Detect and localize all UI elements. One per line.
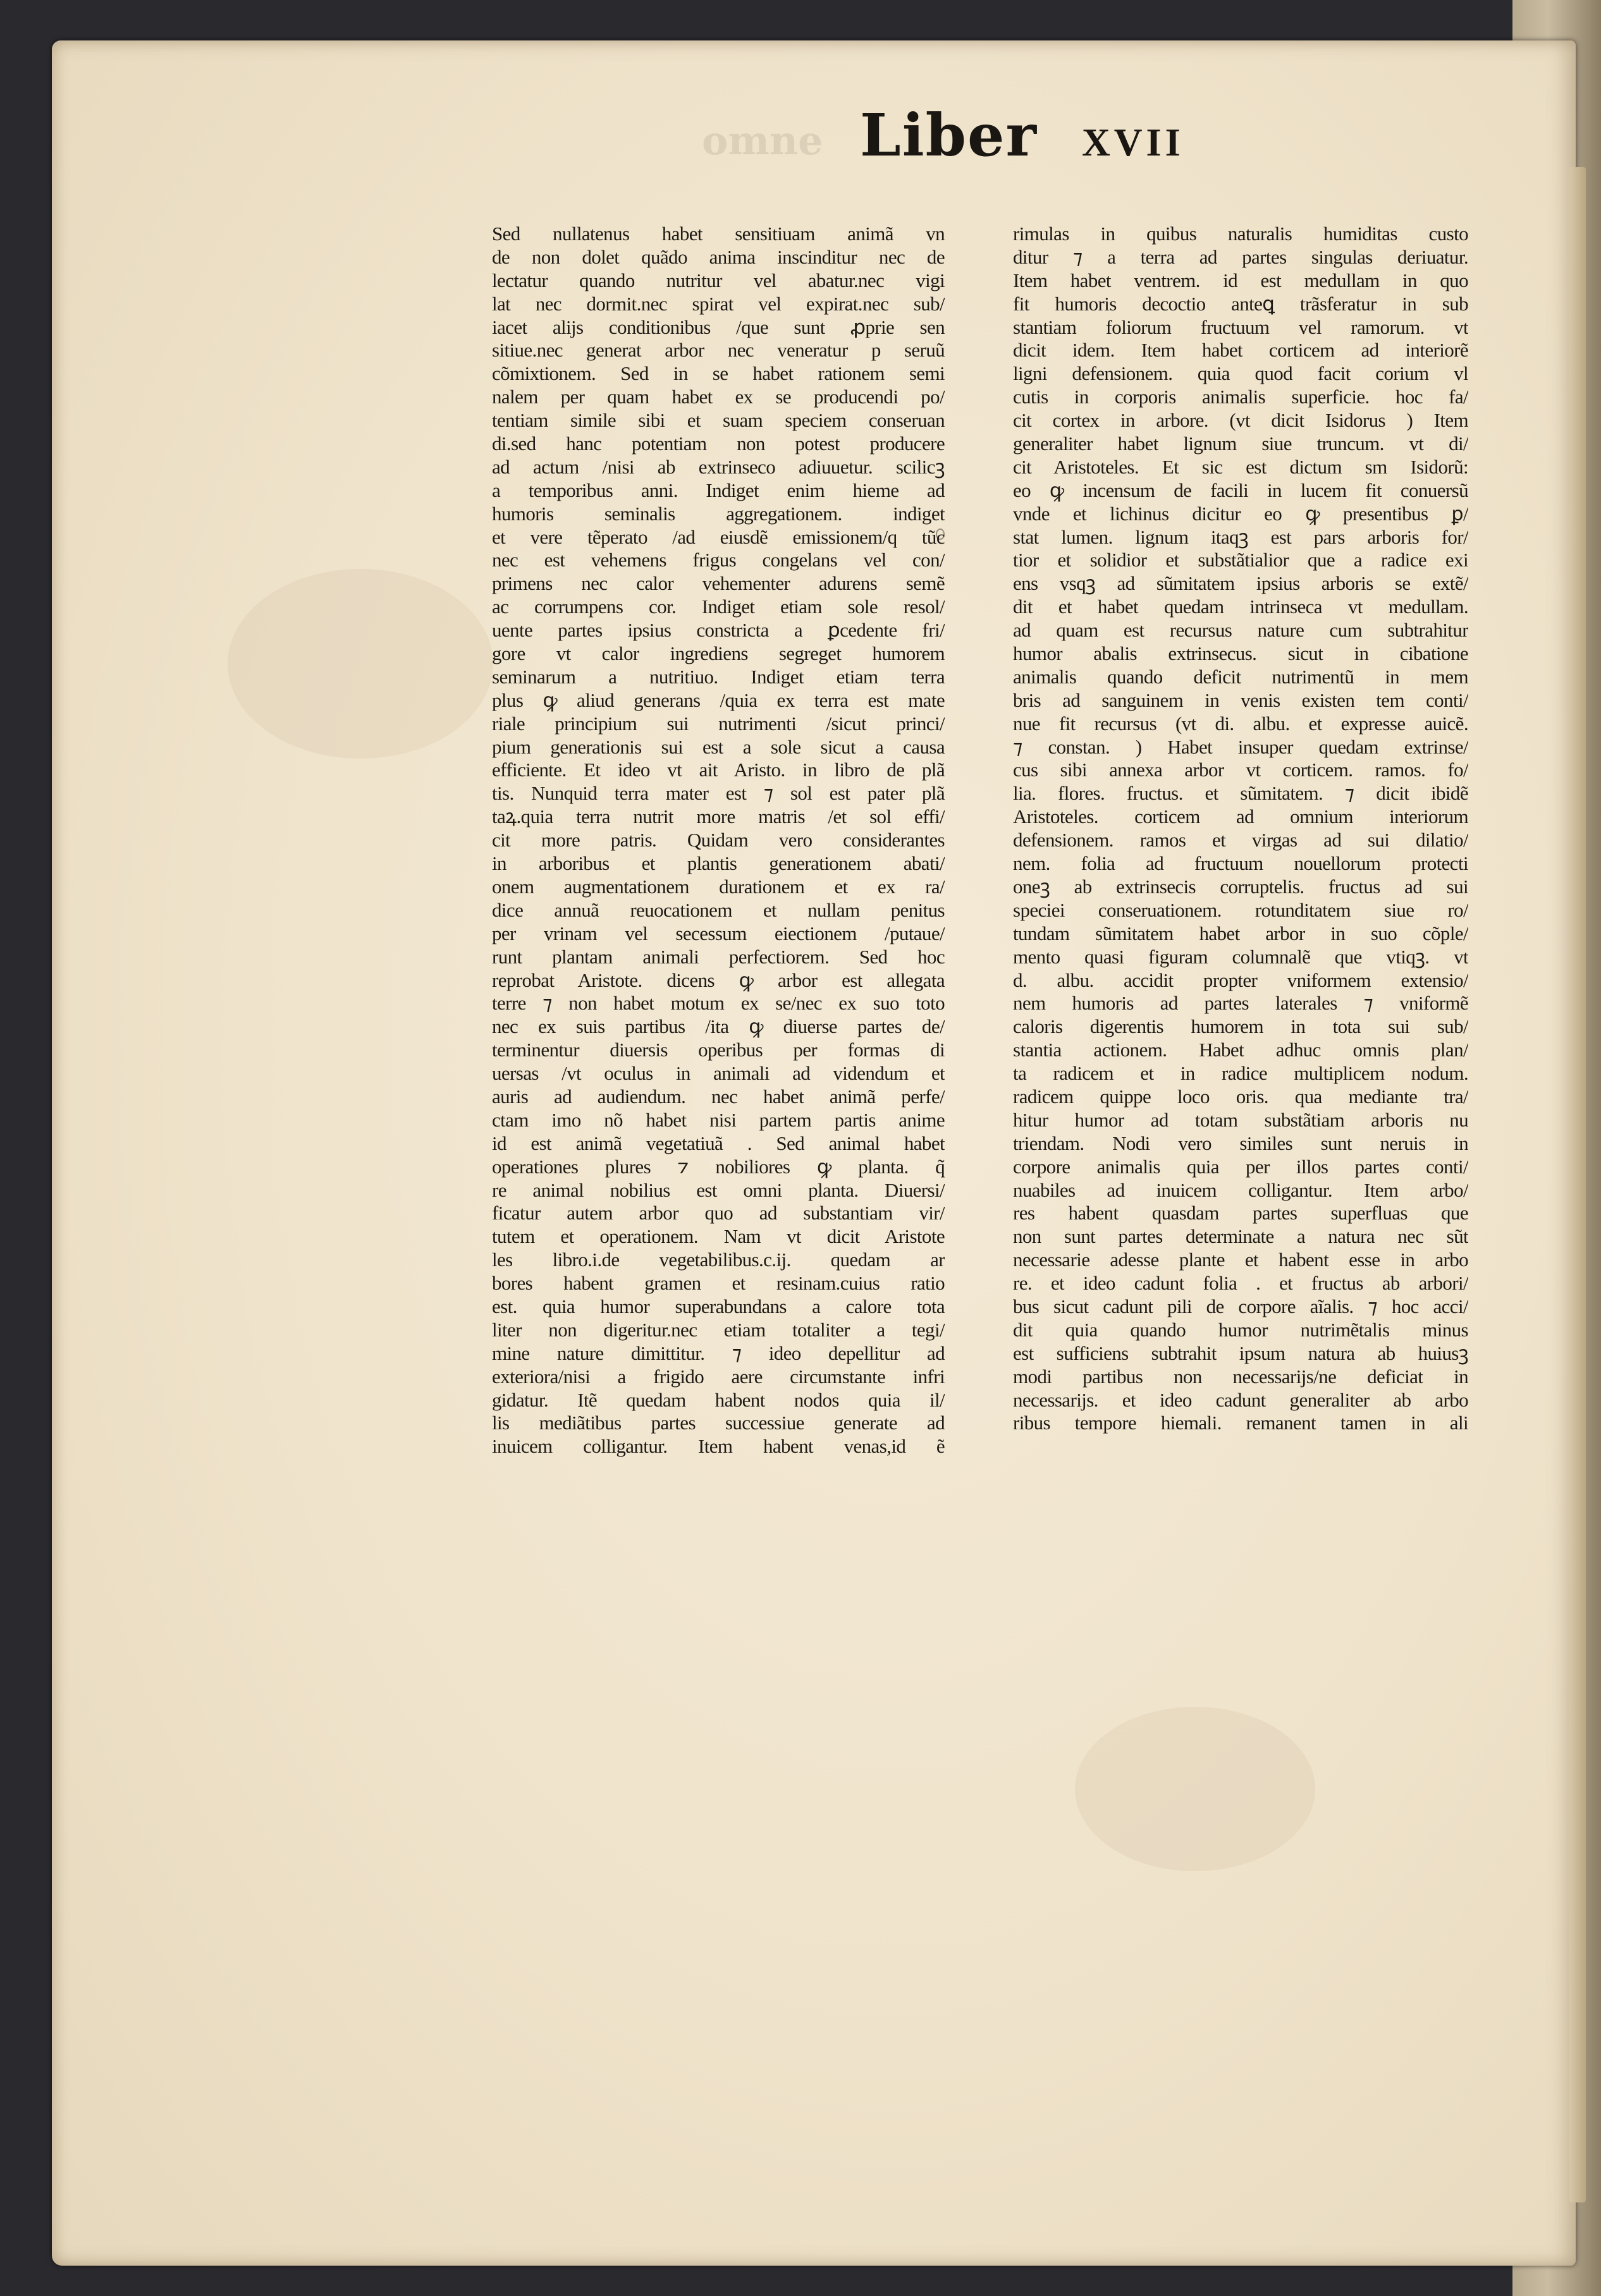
- text-line: cõmixtionem. Sed in se habet rationem semi: [492, 362, 945, 385]
- paper-stain: [1075, 1707, 1315, 1871]
- text-line: necessarijs. et ideo cadunt generaliter ab arbo: [1013, 1388, 1468, 1411]
- text-line: tis. Nunquid terra mater est ⁊ sol est pater plã: [492, 782, 945, 805]
- text-line: re. et ideo cadunt folia . et fructus ab arbori/: [1013, 1272, 1468, 1295]
- text-line: uersas /vt oculus in animali ad videndum et: [492, 1062, 945, 1085]
- text-line: non sunt partes determinate a natura nec sũt: [1013, 1225, 1468, 1248]
- text-line: tundam sũmitatem habet arbor in suo cõple/: [1013, 922, 1468, 944]
- text-line: auris ad audiendum. nec habet animã perfe/: [492, 1085, 945, 1108]
- text-line: humor abalis extrinsecus. sicut in cibatione: [1013, 642, 1468, 665]
- text-line: caloris digerentis humorem in tota sui sub/: [1013, 1015, 1468, 1038]
- page-fore-edge: [1569, 167, 1586, 2202]
- text-line: nem. folia ad fructuum nouellorum protecti: [1013, 852, 1468, 875]
- text-line: ta radicem et in radice multiplicem nodum.: [1013, 1062, 1468, 1085]
- text-line: et vere tẽperato /ad eiusdẽ emissionem/q tũc: [492, 525, 945, 548]
- text-line: nec est vehemens frigus congelans vel con/: [492, 549, 945, 571]
- text-line: rimulas in quibus naturalis humiditas custo: [1013, 223, 1468, 245]
- text-line: nem humoris ad partes laterales ⁊ vniformẽ: [1013, 992, 1468, 1015]
- text-line: dit et habet quedam intrinseca vt medullam.: [1013, 595, 1468, 618]
- header-book-label: Liber: [860, 101, 1038, 169]
- text-line: tior et solidior et substãtialior que a radice exi: [1013, 549, 1468, 571]
- text-line: reprobat Aristote. dicens ꝙ arbor est allegata: [492, 968, 945, 991]
- text-line: defensionem. ramos et virgas ad sui dilatio/: [1013, 829, 1468, 852]
- text-line: mento quasi figuram columnalẽ que vtiqꝫ. vt: [1013, 945, 1468, 968]
- text-line: humoris seminalis aggregationem. indiget: [492, 502, 945, 525]
- text-line: uente partes ipsius constricta a ꝑcedente fri/: [492, 619, 945, 642]
- text-line: d. albu. accidit propter vniformem extensio/: [1013, 968, 1468, 991]
- header-book-number: XVII: [1081, 121, 1184, 164]
- right-text-column: [1013, 223, 1468, 1435]
- text-line: radicem quippe loco oris. qua mediante tra/: [1013, 1085, 1468, 1108]
- text-line: bores habent gramen et resinam.cuius ratio: [492, 1272, 945, 1295]
- text-line: onem augmentationem durationem et ex ra/: [492, 875, 945, 898]
- text-line: fit humoris decoctio anteꝗ trãsferatur in sub: [1013, 292, 1468, 315]
- text-line: cit Aristoteles. Et sic est dictum sm Isidorũ:: [1013, 455, 1468, 478]
- text-line: seminarum a nutritiuo. Indiget etiam terra: [492, 665, 945, 688]
- text-line: mine nature dimittitur. ⁊ ideo depellitur ad: [492, 1341, 945, 1364]
- text-line: terre ⁊ non habet motum ex se/nec ex suo toto: [492, 992, 945, 1015]
- text-line: ligni defensionem. quia quod facit corium vl: [1013, 362, 1468, 385]
- text-line: generaliter habet lignum siue truncum. vt di/: [1013, 432, 1468, 455]
- text-line: speciei conseruationem. rotunditatem siue ro/: [1013, 898, 1468, 921]
- text-line: lia. flores. fructus. et sũmitatem. ⁊ dicit ibidẽ: [1013, 782, 1468, 805]
- text-line: ens vsqꝫ ad sũmitatem ipsius arboris se extẽ/: [1013, 572, 1468, 595]
- text-line: necessarie adesse plante et habent esse in arbo: [1013, 1249, 1468, 1271]
- text-line: sitiue.nec generat arbor nec veneratur p seruũ: [492, 339, 945, 362]
- text-line: liter non digeritur.nec etiam totaliter a tegi/: [492, 1318, 945, 1341]
- text-line: iacet alijs conditionibus /que sunt ꝓprie sen: [492, 315, 945, 338]
- text-line: dice annuã reuocationem et nullam penitus: [492, 898, 945, 921]
- text-line: modi partibus non necessarijs/ne deficiat in: [1013, 1365, 1468, 1388]
- text-line: animalis quando deficit nutrimentũ in mem: [1013, 665, 1468, 688]
- text-line: stantiam foliorum fructuum vel ramorum. vt: [1013, 315, 1468, 338]
- text-line: tutem et operationem. Nam vt dicit Aristote: [492, 1225, 945, 1248]
- text-line: plus ꝙ aliud generans /quia ex terra est mate: [492, 688, 945, 711]
- text-line: gidatur. Itẽ quedam habent nodos quia il/: [492, 1388, 945, 1411]
- text-line: tentiam simile sibi et suam speciem conseruan: [492, 409, 945, 432]
- text-line: id est animã vegetatiuã . Sed animal habet: [492, 1132, 945, 1154]
- text-line: triendam. Nodi vero similes sunt neruis in: [1013, 1132, 1468, 1154]
- running-header: [860, 101, 1214, 177]
- text-line: runt plantam animali perfectiorem. Sed hoc: [492, 945, 945, 968]
- text-line: bris ad sanguinem in venis existen tem conti/: [1013, 688, 1468, 711]
- text-line: bus sicut cadunt pili de corpore aĩalis. ⁊ hoc acci/: [1013, 1295, 1468, 1317]
- text-line: nalem per quam habet ex se producendi po/: [492, 386, 945, 408]
- text-line: gore vt calor ingrediens segreget humorem: [492, 642, 945, 665]
- text-line: Item habet ventrem. id est medullam in quo: [1013, 269, 1468, 291]
- text-line: cutis in corporis animalis superficie. hoc fa/: [1013, 386, 1468, 408]
- text-line: a temporibus anni. Indiget enim hieme ad: [492, 479, 945, 501]
- text-line: est sufficiens subtrahit ipsum natura ab huiusꝫ: [1013, 1341, 1468, 1364]
- text-line: ⁊ constan. ) Habet insuper quedam extrinse/: [1013, 735, 1468, 758]
- text-line: res habent quasdam partes superfluas que: [1013, 1202, 1468, 1224]
- text-line: ficatur autem arbor quo ad substantiam vir/: [492, 1202, 945, 1224]
- text-line: oneꝫ ab extrinsecis corruptelis. fructus ad sui: [1013, 875, 1468, 898]
- text-line: stantia actionem. Habet adhuc omnis plan/: [1013, 1039, 1468, 1061]
- text-line: les libro.i.de vegetabilibus.c.ij. quedam ar: [492, 1249, 945, 1271]
- text-line: Sed nullatenus habet sensitiuam animã vn: [492, 223, 945, 245]
- text-line: operationes plures ⁊ nobiliores ꝙ planta. q̃: [492, 1155, 945, 1178]
- text-line: riale principium sui nutrimenti /sicut princi/: [492, 712, 945, 735]
- left-text-column: [492, 223, 945, 1458]
- text-line: nuabiles ad inuicem colligantur. Item arbo/: [1013, 1178, 1468, 1201]
- text-line: pium generationis sui est a sole sicut a causa: [492, 735, 945, 758]
- text-line: inuicem colligantur. Item habent venas,id ẽ: [492, 1435, 945, 1458]
- text-line: stat lumen. lignum itaqꝫ est pars arboris for/: [1013, 525, 1468, 548]
- text-line: vnde et lichinus dicitur eo ꝙ presentibus ꝑ/: [1013, 502, 1468, 525]
- text-line: eo ꝙ incensum de facili in lucem fit conuersũ: [1013, 479, 1468, 501]
- text-line: per vrinam vel secessum eiectionem /putaue/: [492, 922, 945, 944]
- text-line: terminentur diuersis operibus per formas di: [492, 1039, 945, 1061]
- text-line: in arboribus et plantis generationem abati/: [492, 852, 945, 875]
- text-line: de non dolet quãdo anima inscinditur nec de: [492, 245, 945, 268]
- show-through-text: omne: [702, 118, 823, 164]
- text-line: cus sibi annexa arbor vt corticem. ramos. fo/: [1013, 759, 1468, 781]
- text-line: ad quam est recursus nature cum subtrahitur: [1013, 619, 1468, 642]
- text-line: ac corrumpens cor. Indiget etiam sole resol/: [492, 595, 945, 618]
- text-line: primens nec calor vehementer adurens semẽ: [492, 572, 945, 595]
- text-line: lis mediãtibus partes successiue generate ad: [492, 1412, 945, 1434]
- text-line: efficiente. Et ideo vt ait Aristo. in libro de plã: [492, 759, 945, 781]
- text-line: ad actum /nisi ab extrinseco adiuuetur. scilicꝫ: [492, 455, 945, 478]
- text-line: di.sed hanc potentiam non potest producere: [492, 432, 945, 455]
- text-line: dicit idem. Item habet corticem ad interiorẽ: [1013, 339, 1468, 362]
- text-line: ribus tempore hiemali. remanent tamen in ali: [1013, 1412, 1468, 1434]
- text-line: lat nec dormit.nec spirat vel expirat.nec sub/: [492, 292, 945, 315]
- text-line: exteriora/nisi a frigido aere circumstante infri: [492, 1365, 945, 1388]
- text-line: corpore animalis quia per illos partes conti/: [1013, 1155, 1468, 1178]
- text-line: cit more patris. Quidam vero considerantes: [492, 829, 945, 852]
- text-line: nec ex suis partibus /ita ꝙ diuerse partes de/: [492, 1015, 945, 1038]
- text-line: nue fit recursus (vt di. albu. et expresse auicẽ.: [1013, 712, 1468, 735]
- text-line: dit quia quando humor nutrimẽtalis minus: [1013, 1318, 1468, 1341]
- paper-stain: [228, 569, 493, 759]
- text-line: cit cortex in arbore. (vt dicit Isidorus ) Item: [1013, 409, 1468, 432]
- text-line: ditur ⁊ a terra ad partes singulas deriuatur.: [1013, 245, 1468, 268]
- text-line: ctam imo nõ habet nisi partem partis anime: [492, 1108, 945, 1131]
- text-line: re animal nobilius est omni planta. Diuersi/: [492, 1178, 945, 1201]
- text-line: Aristoteles. corticem ad omnium interiorum: [1013, 805, 1468, 828]
- text-line: lectatur quando nutritur vel abatur.nec vigi: [492, 269, 945, 291]
- text-line: hitur humor ad totam substãtiam arboris nu: [1013, 1108, 1468, 1131]
- text-line: taꝝ.quia terra nutrit more matris /et sol effi/: [492, 805, 945, 828]
- text-line: est. quia humor superabundans a calore tota: [492, 1295, 945, 1317]
